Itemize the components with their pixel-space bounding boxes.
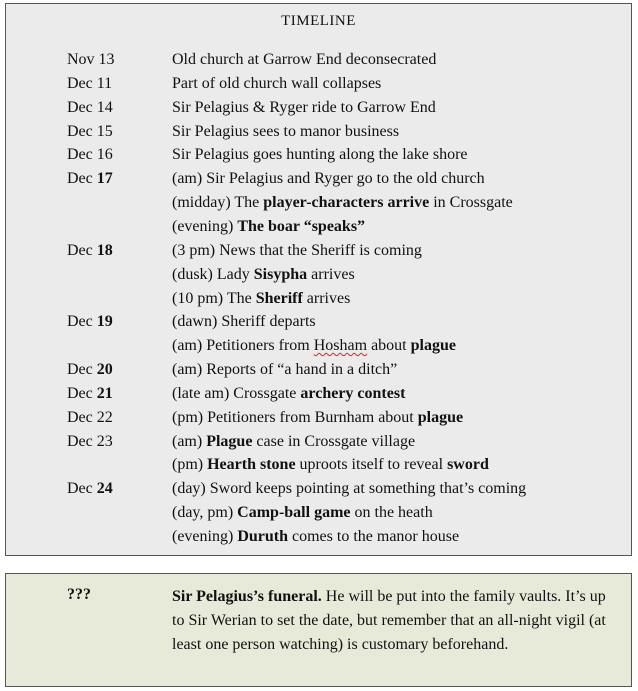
timeline-event bbox=[172, 453, 489, 477]
timeline-row bbox=[6, 334, 631, 358]
timeline-event bbox=[172, 334, 456, 358]
timeline-event bbox=[172, 310, 316, 334]
timeline-row bbox=[6, 167, 631, 191]
timeline-row bbox=[6, 406, 631, 430]
timeline-event bbox=[172, 120, 399, 144]
timeline-event bbox=[172, 215, 365, 239]
event-highlight: Plague bbox=[206, 432, 253, 450]
event-text: on the heath bbox=[350, 504, 433, 522]
funeral-box bbox=[5, 573, 632, 687]
funeral-title: Sir Pelagius’s funeral. bbox=[172, 588, 322, 605]
timeline-date-text: Dec bbox=[67, 170, 97, 188]
timeline-event bbox=[172, 72, 381, 96]
event-text: (late am) Crossgate bbox=[172, 384, 301, 402]
timeline-date bbox=[67, 310, 113, 334]
event-highlight: Hearth stone bbox=[207, 456, 296, 474]
event-text: (midday) The bbox=[172, 194, 264, 212]
event-text: (day, pm) bbox=[172, 504, 238, 522]
event-text: (dawn) Sheriff departs bbox=[172, 313, 316, 331]
timeline-event bbox=[172, 358, 397, 382]
timeline-row bbox=[6, 382, 631, 406]
timeline-event bbox=[172, 239, 422, 263]
timeline-row bbox=[6, 239, 631, 263]
timeline-date bbox=[67, 167, 113, 191]
event-text: Old church at Garrow End deconsecrated bbox=[172, 51, 437, 68]
timeline-row bbox=[6, 263, 631, 287]
event-text: uproots itself to reveal bbox=[295, 456, 448, 474]
timeline-row bbox=[6, 310, 631, 334]
event-highlight: plague bbox=[417, 408, 464, 426]
event-text: (am) Reports of “a hand in a ditch” bbox=[172, 361, 398, 379]
event-highlight: sword bbox=[447, 456, 489, 474]
timeline-date-day: 18 bbox=[96, 241, 113, 259]
event-text: Part of old church wall collapses bbox=[172, 74, 382, 92]
timeline-date-day: 17 bbox=[96, 170, 113, 188]
timeline-date bbox=[67, 120, 113, 144]
timeline-date bbox=[67, 96, 113, 120]
event-highlight: The boar “speaks” bbox=[237, 217, 366, 235]
event-text: (pm) bbox=[172, 456, 208, 474]
event-text: case in Crossgate village bbox=[252, 432, 416, 450]
timeline-event bbox=[172, 287, 350, 311]
event-text: (dusk) Lady bbox=[172, 265, 254, 283]
timeline-row bbox=[6, 501, 631, 525]
timeline-event bbox=[172, 525, 459, 549]
timeline-row bbox=[6, 96, 631, 120]
event-text: (10 pm) The bbox=[172, 289, 256, 307]
event-text: in Crossgate bbox=[429, 194, 513, 212]
timeline-date bbox=[67, 143, 113, 167]
event-highlight: plague bbox=[410, 337, 456, 355]
timeline-date-day: 20 bbox=[96, 361, 113, 379]
funeral-body: He will be put into the family vaults. It’s up to Sir Werian to set the date, but remember that an all-night vigil (at least one person watching) is customary beforehand. bbox=[172, 588, 606, 653]
timeline-date-text: Dec bbox=[67, 384, 97, 402]
timeline-date-text: Dec 14 bbox=[67, 98, 113, 116]
event-text: about bbox=[367, 337, 411, 355]
event-text: Hosham bbox=[313, 337, 368, 355]
timeline-date bbox=[67, 72, 112, 96]
timeline-event bbox=[172, 501, 433, 525]
event-text: Sir Pelagius sees to manor business bbox=[172, 122, 400, 140]
timeline-date-text: Dec 15 bbox=[67, 122, 113, 140]
timeline-box bbox=[5, 3, 632, 556]
timeline-row bbox=[6, 430, 631, 454]
event-text: (pm) Petitioners from Burnham about bbox=[172, 408, 418, 426]
timeline-event bbox=[172, 430, 415, 454]
timeline-row bbox=[6, 358, 631, 382]
event-text: (evening) bbox=[172, 528, 238, 545]
event-text: (am) bbox=[172, 432, 207, 450]
timeline-date-text: Nov 13 bbox=[67, 51, 115, 68]
timeline-date bbox=[67, 358, 113, 382]
timeline-row bbox=[6, 48, 631, 72]
event-text: Sir Pelagius goes hunting along the lake shore bbox=[172, 146, 468, 164]
timeline-date-text: Dec bbox=[67, 241, 97, 259]
timeline-row bbox=[6, 477, 631, 501]
timeline-row bbox=[6, 287, 631, 311]
timeline-event bbox=[172, 96, 436, 120]
timeline-date-text: Dec 16 bbox=[67, 146, 113, 164]
event-highlight: player-characters arrive bbox=[263, 194, 430, 212]
timeline-date-text: Dec 22 bbox=[67, 408, 113, 426]
timeline-date-text: Dec bbox=[67, 313, 97, 331]
timeline-event bbox=[172, 406, 463, 430]
timeline-date-text: Dec bbox=[67, 480, 97, 498]
timeline-title: TIMELINE bbox=[281, 13, 356, 29]
timeline-date bbox=[67, 477, 113, 501]
timeline-date-text: Dec bbox=[67, 361, 97, 379]
timeline-event bbox=[172, 477, 526, 501]
timeline-date-text: Dec 11 bbox=[67, 74, 113, 92]
timeline-row bbox=[6, 215, 631, 239]
event-text: (am) Sir Pelagius and Ryger go to the old church bbox=[172, 170, 485, 188]
timeline-date-day: 24 bbox=[96, 480, 113, 498]
timeline-row bbox=[6, 120, 631, 144]
timeline-row bbox=[6, 453, 631, 477]
timeline-date bbox=[67, 430, 113, 454]
timeline-date-text: Dec 23 bbox=[67, 432, 113, 450]
event-text: (am) Petitioners from bbox=[172, 337, 314, 355]
timeline-row bbox=[6, 143, 631, 167]
event-text: arrives bbox=[302, 289, 351, 307]
timeline-event bbox=[172, 167, 485, 191]
timeline-event bbox=[172, 191, 513, 215]
event-text: Sir Pelagius & Ryger ride to Garrow End bbox=[172, 98, 436, 116]
timeline-date-day: 21 bbox=[96, 384, 113, 402]
timeline-event bbox=[172, 48, 436, 72]
timeline-date-day: 19 bbox=[96, 313, 113, 331]
funeral-text bbox=[172, 585, 622, 657]
event-text: (day) Sword keeps pointing at something that’s coming bbox=[172, 480, 527, 498]
timeline-event bbox=[172, 143, 468, 167]
event-text: (3 pm) News that the Sheriff is coming bbox=[172, 241, 422, 259]
timeline-row bbox=[6, 525, 631, 549]
timeline-date bbox=[67, 406, 113, 430]
event-text: arrives bbox=[307, 265, 355, 283]
timeline-date bbox=[67, 382, 113, 406]
event-text: (evening) bbox=[172, 217, 238, 235]
event-highlight: Duruth bbox=[237, 528, 288, 545]
timeline-row bbox=[6, 191, 631, 215]
timeline-row bbox=[6, 72, 631, 96]
timeline-event bbox=[172, 263, 355, 287]
event-highlight: Sheriff bbox=[255, 289, 303, 307]
timeline-event bbox=[172, 382, 405, 406]
event-highlight: archery contest bbox=[300, 384, 406, 402]
event-text: comes to the manor house bbox=[288, 528, 460, 545]
timeline-date bbox=[67, 239, 113, 263]
timeline-date bbox=[67, 48, 115, 72]
funeral-date: ??? bbox=[67, 586, 91, 603]
event-highlight: Camp-ball game bbox=[237, 504, 351, 522]
event-highlight: Sisypha bbox=[253, 265, 308, 283]
